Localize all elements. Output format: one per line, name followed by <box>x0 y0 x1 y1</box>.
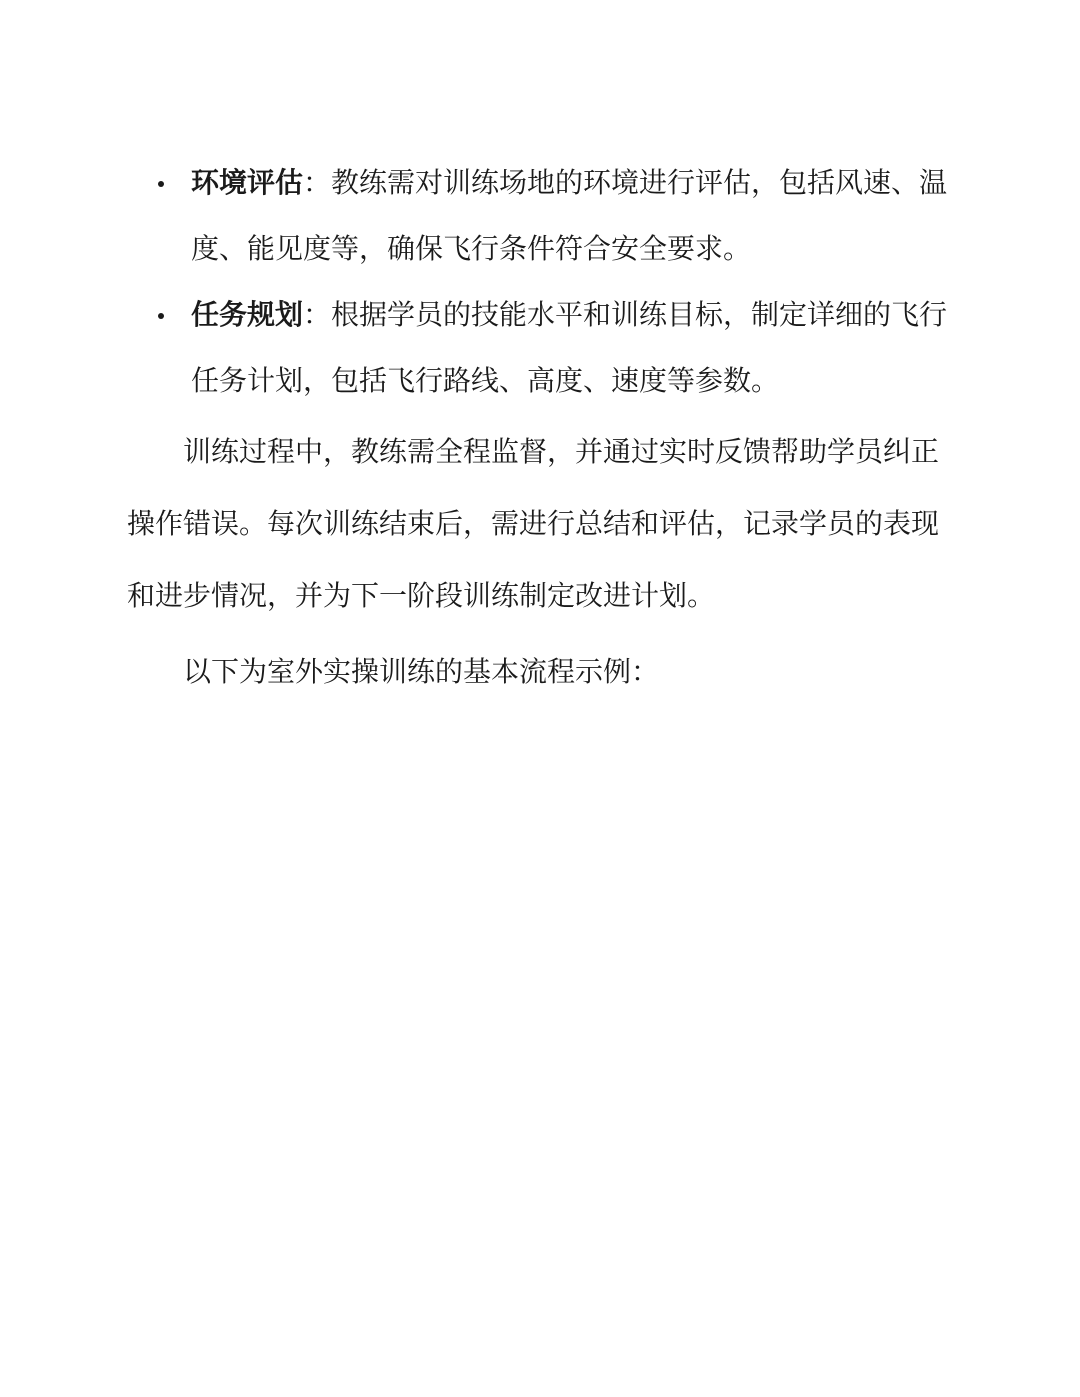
bullet-term: 环境评估 <box>191 166 304 199</box>
bullet-dot-icon <box>158 313 164 319</box>
bullet-text: 根据学员的技能水平和训练目标，制定详细的飞行任务计划，包括飞行路线、高度、速度等参数。 <box>191 298 948 397</box>
paragraph-training-process: 训练过程中，教练需全程监督，并通过实时反馈帮助学员纠正操作错误。每次训练结束后，需进行总结和评估，记录学员的表现和进步情况，并为下一阶段训练制定改进计划。 <box>127 435 940 612</box>
bullet-item-task-planning <box>127 282 957 414</box>
bullet-term: 任务规划 <box>191 298 304 331</box>
bullet-item-environment-assessment <box>127 150 957 282</box>
paragraph-flow-example-intro: 以下为室外实操训练的基本流程示例： <box>183 655 660 688</box>
bullet-text: 教练需对训练场地的环境进行评估，包括风速、温度、能见度等，确保飞行条件符合安全要求。 <box>191 166 948 265</box>
bullet-separator: ： <box>303 298 332 331</box>
document-body <box>127 150 957 708</box>
bullet-dot-icon <box>158 181 164 187</box>
bullet-separator: ： <box>303 166 332 199</box>
